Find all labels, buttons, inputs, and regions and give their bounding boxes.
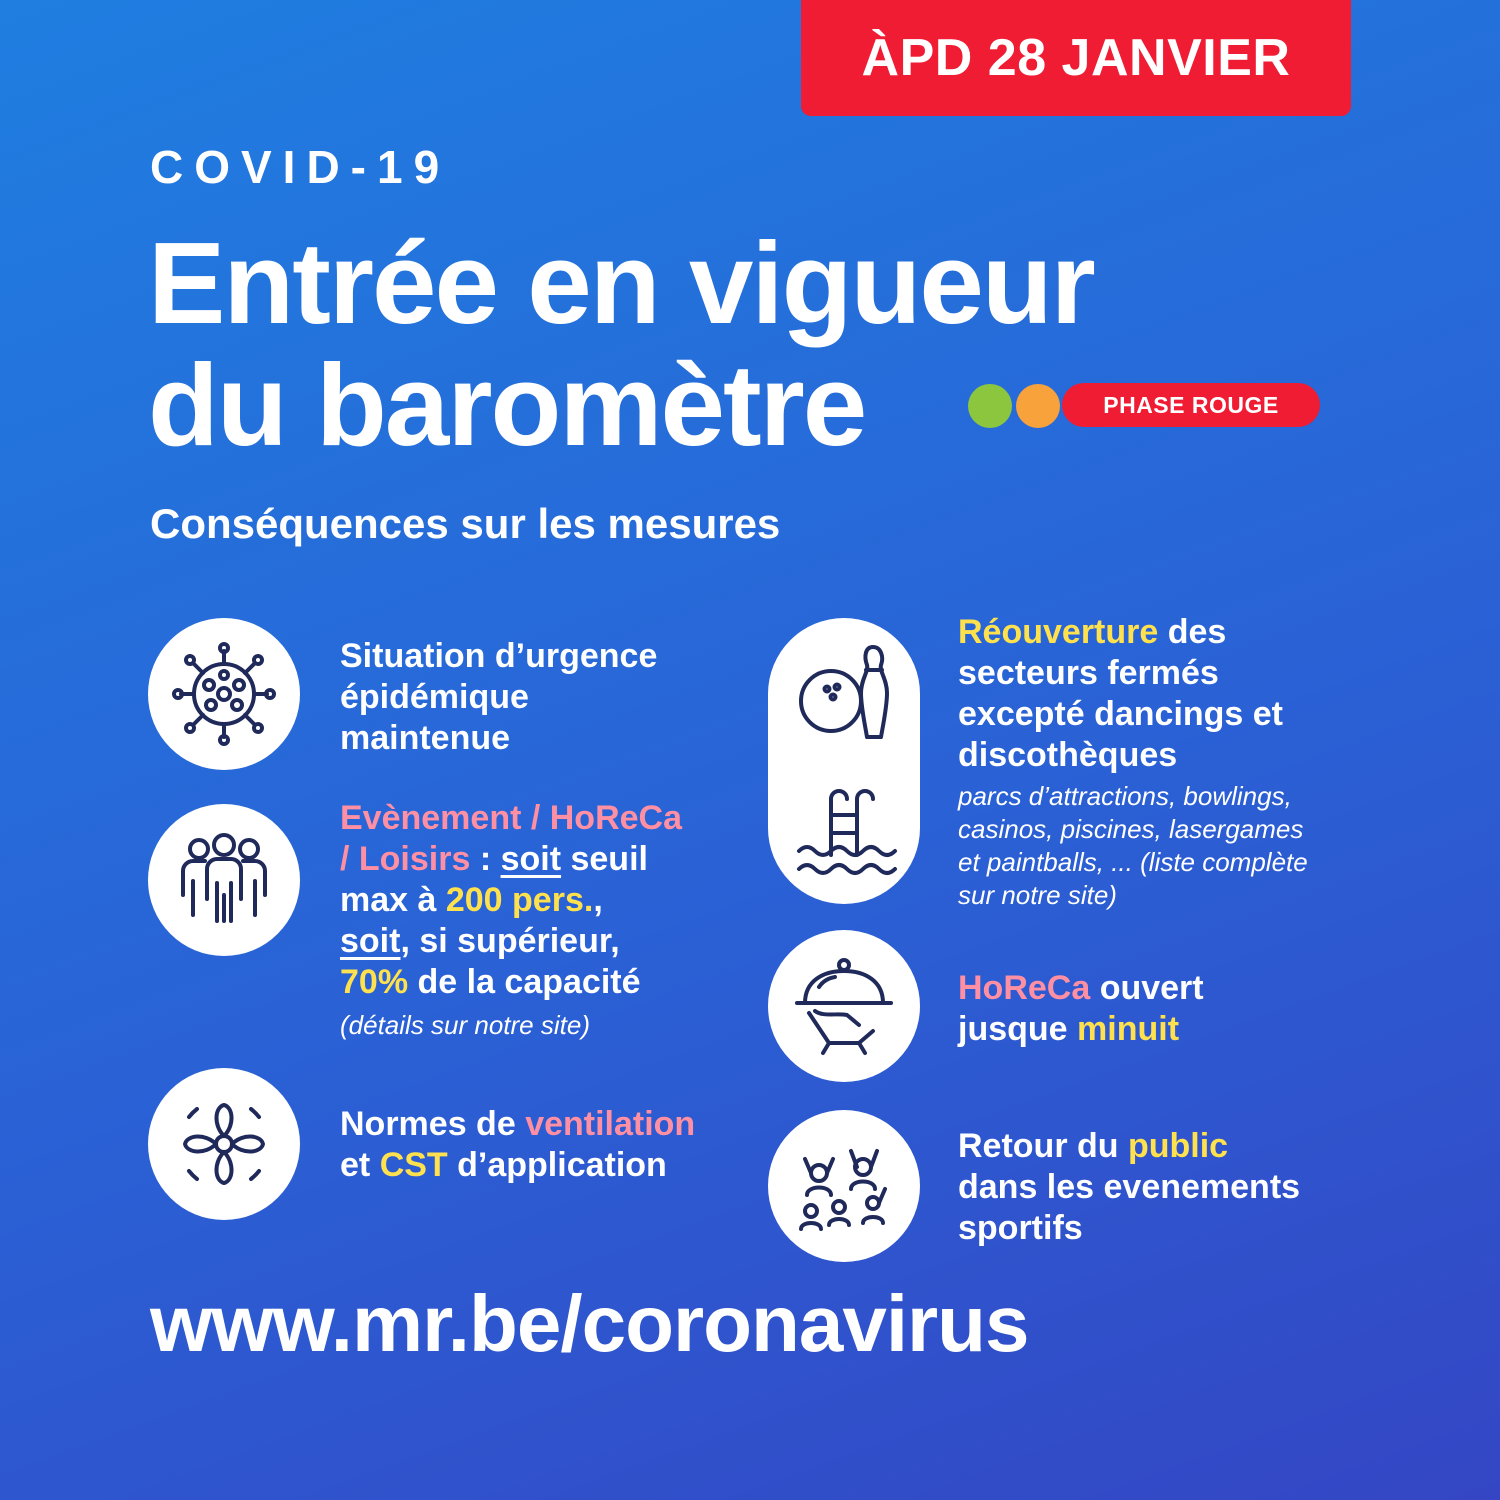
urgence-line-1: Situation d’urgence (340, 637, 658, 675)
et-text: et (340, 1146, 380, 1184)
event-line-3 (340, 880, 682, 921)
virus-icon (169, 639, 279, 749)
event-text (340, 798, 682, 1042)
horeca-line-1 (958, 968, 1204, 1009)
si-superieur-text: , si supérieur, (400, 922, 620, 960)
reouverture-highlight: Réouverture (958, 613, 1159, 651)
jusque-text: jusque (958, 1010, 1078, 1048)
des-text: des (1158, 613, 1227, 651)
cheering-crowd-icon (789, 1131, 899, 1241)
retour-text: Retour du (958, 1127, 1128, 1165)
people-group-icon (169, 825, 279, 935)
max-text: max à (340, 881, 446, 919)
orange-dot (1016, 384, 1060, 428)
ouvert-text: ouvert (1090, 969, 1204, 1007)
horeca-line-2 (958, 1009, 1204, 1050)
headline-line-1: Entrée en vigueur (148, 218, 1094, 348)
event-line-1 (340, 798, 682, 839)
comma: , (593, 881, 603, 919)
phase-badge: PHASE ROUGE (1062, 383, 1320, 427)
event-line-2 (340, 839, 682, 880)
soit-underlined-1: soit (500, 840, 562, 878)
minuit-highlight: minuit (1077, 1010, 1180, 1048)
details-note: (détails sur notre site) (340, 1010, 590, 1040)
details-line-2: casinos, piscines, lasergames (958, 814, 1304, 844)
event-line-4 (340, 921, 682, 962)
ventilation-line-1 (340, 1104, 695, 1145)
barometer-dots (968, 384, 1064, 428)
fan-icon-circle (148, 1068, 300, 1220)
ventilation-fan-icon (169, 1089, 279, 1199)
website-url[interactable]: www.mr.be/coronavirus (150, 1279, 1029, 1368)
loisirs-highlight: / Loisirs (340, 840, 471, 878)
application-text: d’application (447, 1146, 667, 1184)
cloche-icon-circle (768, 930, 920, 1082)
green-dot (968, 384, 1012, 428)
colon: : (470, 840, 501, 878)
reouverture-line-2: secteurs fermés (958, 654, 1219, 692)
date-banner-text: ÀPD 28 JANVIER (861, 29, 1291, 87)
details-line-3: et paintballs, ... (liste complète (958, 847, 1308, 877)
reouverture-line-1 (958, 612, 1308, 653)
public-line-2: dans les evenements (958, 1168, 1301, 1206)
ventilation-line-2 (340, 1145, 695, 1186)
public-line-3: sportifs (958, 1209, 1083, 1247)
ventilation-text (340, 1104, 695, 1186)
bowling-icon (789, 637, 899, 747)
virus-icon-circle (148, 618, 300, 770)
event-line-5 (340, 962, 682, 1003)
public-text (958, 1126, 1300, 1249)
swimming-pool-icon (789, 785, 899, 885)
horeca-text (958, 968, 1204, 1050)
cst-highlight: CST (379, 1146, 448, 1184)
kicker-title: COVID-19 (150, 141, 451, 193)
urgence-line-2: épidémique (340, 678, 529, 716)
soit-underlined-2: soit (340, 922, 401, 960)
reouverture-details (958, 780, 1308, 912)
date-banner (801, 0, 1351, 116)
food-cloche-icon (789, 951, 899, 1061)
urgence-text (340, 636, 657, 759)
reouverture-text (958, 612, 1308, 912)
people-icon-circle (148, 804, 300, 956)
public-highlight: public (1127, 1127, 1229, 1165)
subtitle: Conséquences sur les mesures (150, 500, 781, 547)
headline-line-2: du baromètre (148, 340, 866, 470)
event-highlight: Evènement / HoReCa (340, 799, 682, 837)
horeca-highlight: HoReCa (958, 969, 1091, 1007)
reouverture-line-3: excepté dancings et (958, 695, 1284, 733)
public-line-1 (958, 1126, 1300, 1167)
reouverture-line-4: discothèques (958, 736, 1178, 774)
seuil-text: seuil (561, 840, 648, 878)
pct-highlight: 70% (340, 963, 409, 1001)
normes-text: Normes de (340, 1105, 526, 1143)
urgence-line-3: maintenue (340, 719, 511, 757)
ventilation-highlight: ventilation (525, 1105, 696, 1143)
crowd-icon-circle (768, 1110, 920, 1262)
details-line-4: sur notre site) (958, 880, 1117, 910)
headline (148, 218, 1094, 470)
leisure-icons-pill (768, 618, 920, 904)
details-line-1: parcs d’attractions, bowlings, (958, 781, 1292, 811)
pers-highlight: 200 pers. (445, 881, 594, 919)
capacite-text: de la capacité (408, 963, 641, 1001)
